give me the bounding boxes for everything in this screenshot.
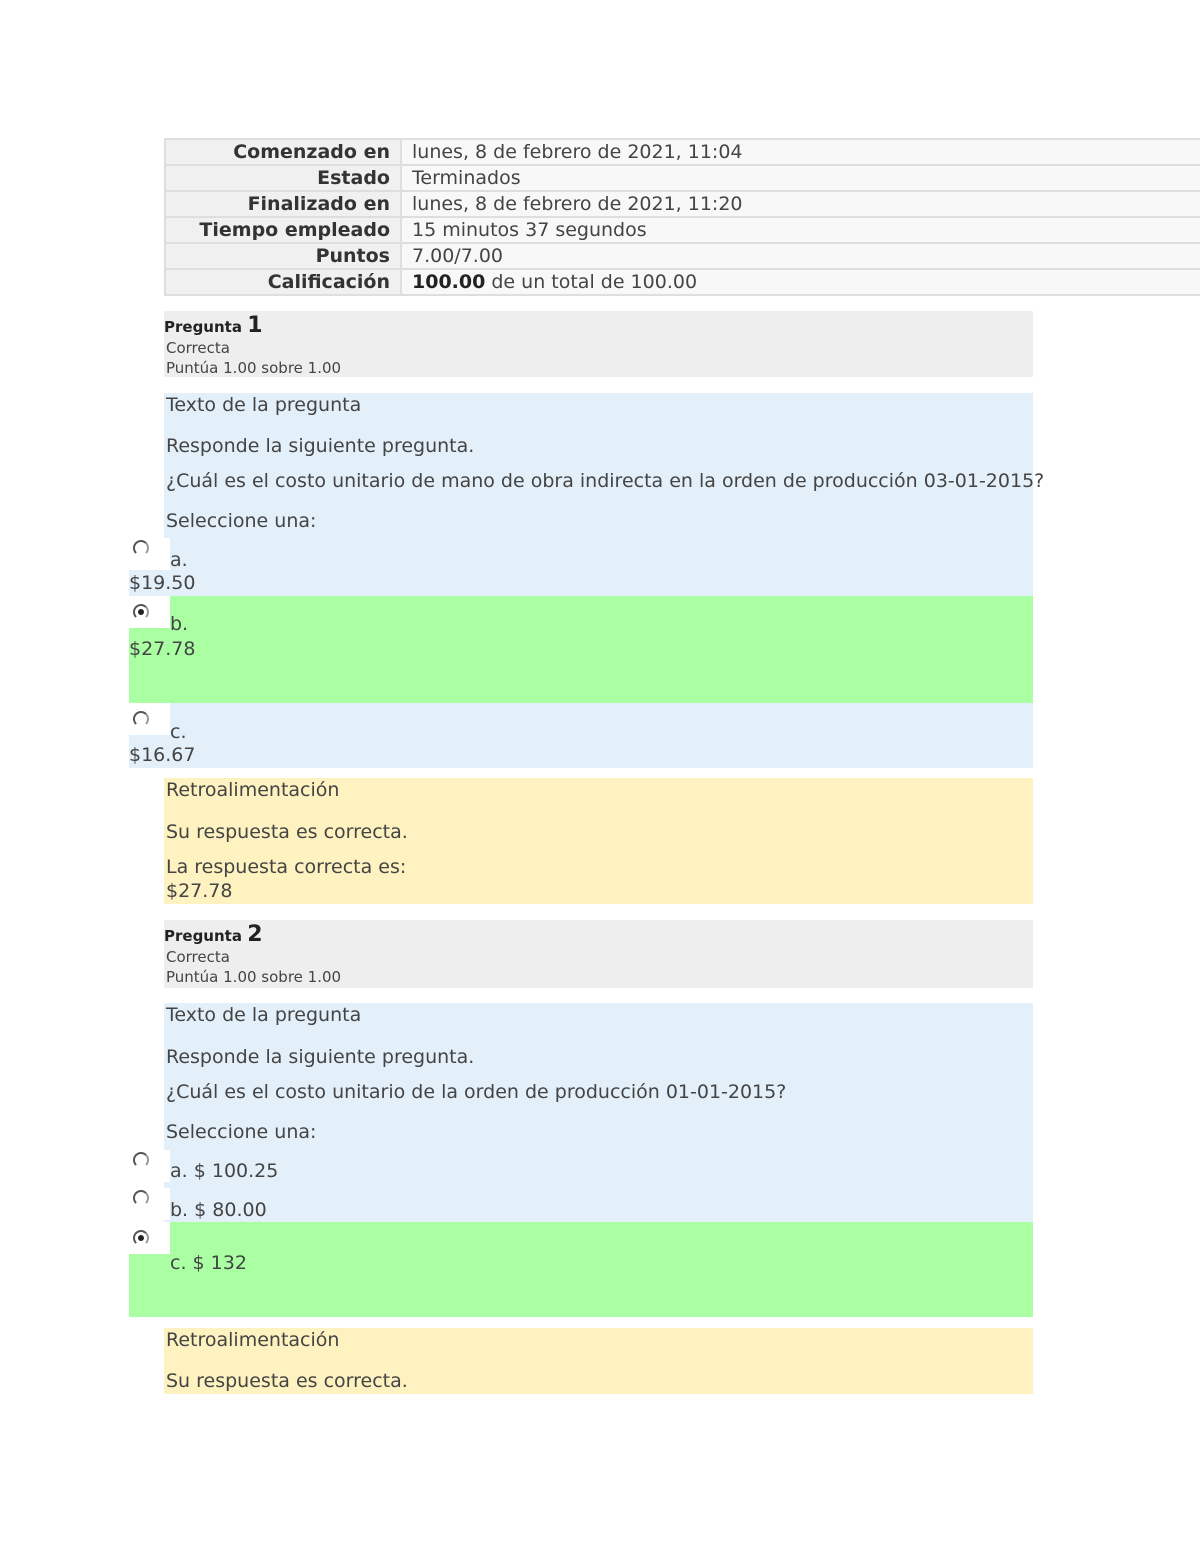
summary-value: lunes, 8 de febrero de 2021, 11:20 bbox=[401, 191, 1200, 217]
question-1-feedback bbox=[164, 778, 1033, 904]
summary-label: Comenzado en bbox=[165, 139, 401, 165]
select-one-label: Seleccione una: bbox=[166, 510, 317, 532]
question-state: Correcta bbox=[166, 339, 230, 357]
question-2-info bbox=[164, 920, 1033, 988]
option-b-row[interactable] bbox=[129, 596, 1033, 703]
grade-total: de un total de 100.00 bbox=[485, 271, 698, 293]
q2-option-a-radio[interactable] bbox=[133, 1152, 149, 1168]
option-a-letter: a. bbox=[170, 549, 188, 571]
question-instruction: Responde la siguiente pregunta. bbox=[166, 435, 475, 457]
question-2-title: Pregunta 2 bbox=[164, 922, 263, 947]
summary-value bbox=[401, 269, 1200, 295]
option-b-letter: b. bbox=[170, 613, 189, 635]
question-1-info bbox=[164, 311, 1033, 377]
q2-option-b-radio[interactable] bbox=[133, 1190, 149, 1206]
option-c-value: $16.67 bbox=[129, 744, 196, 766]
summary-value: Terminados bbox=[401, 165, 1200, 191]
question-text-header: Texto de la pregunta bbox=[166, 394, 362, 416]
question-2-feedback bbox=[164, 1328, 1033, 1394]
grade-value: 100.00 bbox=[412, 271, 486, 293]
question-number: 2 bbox=[247, 922, 263, 947]
summary-row-grade bbox=[165, 269, 1200, 295]
summary-value: 15 minutos 37 segundos bbox=[401, 217, 1200, 243]
summary-label: Finalizado en bbox=[165, 191, 401, 217]
question-text-header: Texto de la pregunta bbox=[166, 1004, 362, 1026]
summary-label: Estado bbox=[165, 165, 401, 191]
option-b-radio[interactable] bbox=[133, 604, 149, 620]
option-c-letter: c. bbox=[170, 721, 187, 743]
attempt-summary-table bbox=[164, 138, 1200, 296]
summary-value: 7.00/7.00 bbox=[401, 243, 1200, 269]
question-1-content bbox=[164, 393, 1045, 598]
question-1-title: Pregunta 1 bbox=[164, 313, 263, 338]
select-one-label: Seleccione una: bbox=[166, 1121, 317, 1143]
option-b-value: $27.78 bbox=[129, 638, 196, 660]
question-grade: Puntúa 1.00 sobre 1.00 bbox=[166, 359, 342, 377]
q2-option-b-label[interactable]: b. $ 80.00 bbox=[170, 1199, 267, 1221]
question-text: ¿Cuál es el costo unitario de la orden de producción 01-01-2015? bbox=[166, 1081, 787, 1103]
option-a-value: $19.50 bbox=[129, 572, 196, 594]
q2-option-c-row[interactable] bbox=[129, 1222, 1033, 1317]
summary-label: Calificación bbox=[165, 269, 401, 295]
feedback-correct-label: La respuesta correcta es: bbox=[166, 856, 407, 878]
feedback-header: Retroalimentación bbox=[166, 779, 340, 801]
feedback-correct-value: $27.78 bbox=[166, 880, 233, 902]
q2-option-c-radio[interactable] bbox=[133, 1230, 149, 1246]
question-2-content bbox=[164, 1003, 1033, 1224]
q2-option-c-label[interactable]: c. $ 132 bbox=[170, 1252, 247, 1274]
summary-row-finished bbox=[165, 191, 1200, 217]
option-c-row[interactable] bbox=[129, 703, 1033, 768]
option-a-radio[interactable] bbox=[133, 540, 149, 556]
summary-row-state bbox=[165, 165, 1200, 191]
question-state: Correcta bbox=[166, 948, 230, 966]
summary-row-time bbox=[165, 217, 1200, 243]
summary-label: Puntos bbox=[165, 243, 401, 269]
question-grade: Puntúa 1.00 sobre 1.00 bbox=[166, 968, 342, 986]
question-text: ¿Cuál es el costo unitario de mano de obra indirecta en la orden de producción 03-01-2015? bbox=[166, 470, 1045, 492]
feedback-header: Retroalimentación bbox=[166, 1329, 340, 1351]
question-instruction: Responde la siguiente pregunta. bbox=[166, 1046, 475, 1068]
option-c-radio[interactable] bbox=[133, 711, 149, 727]
summary-label: Tiempo empleado bbox=[165, 217, 401, 243]
q2-option-a-label[interactable]: a. $ 100.25 bbox=[170, 1160, 279, 1182]
question-number: 1 bbox=[247, 313, 263, 338]
feedback-result: Su respuesta es correcta. bbox=[166, 1370, 408, 1392]
summary-value: lunes, 8 de febrero de 2021, 11:04 bbox=[401, 139, 1200, 165]
feedback-result: Su respuesta es correcta. bbox=[166, 821, 408, 843]
summary-row-started bbox=[165, 139, 1200, 165]
summary-row-points bbox=[165, 243, 1200, 269]
